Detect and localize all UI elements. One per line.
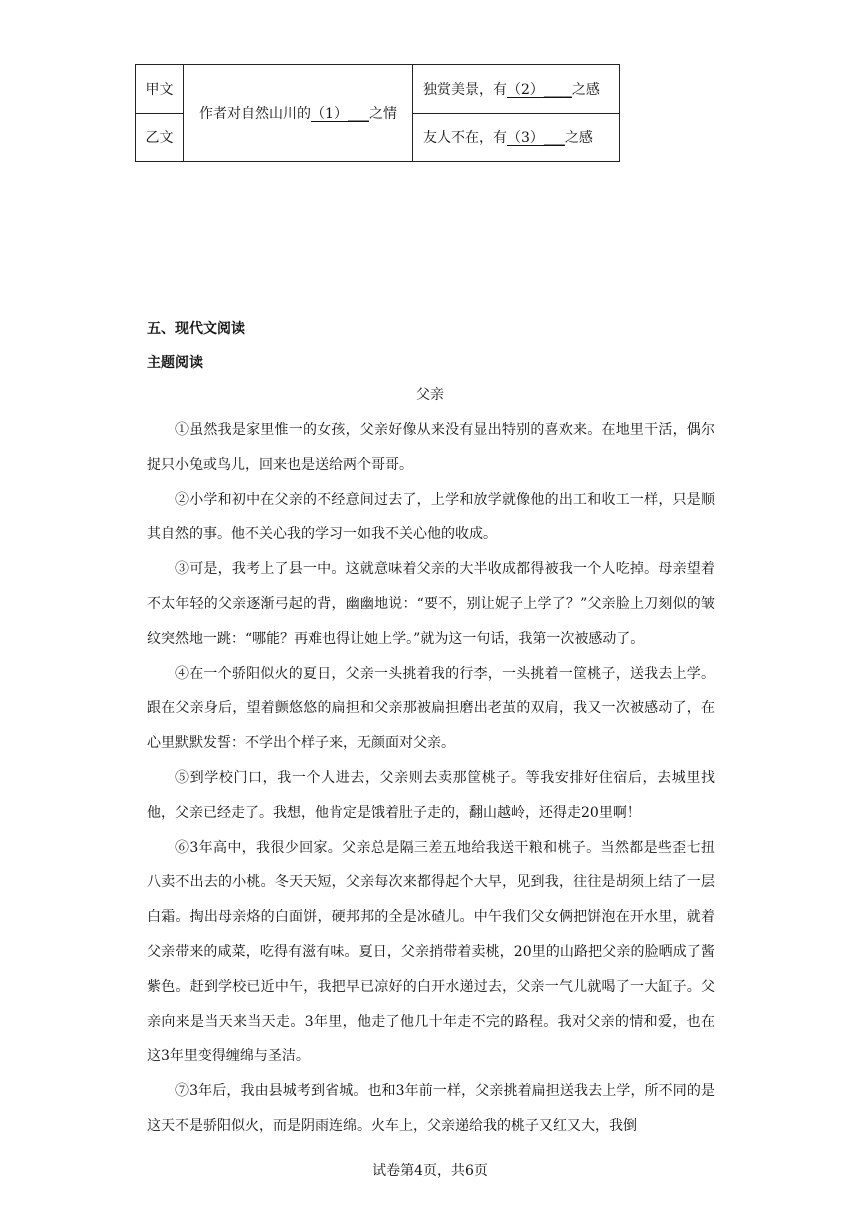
mid-suffix: 之情: [368, 106, 397, 122]
blank-2[interactable]: （2）____: [507, 81, 572, 98]
article-title: 父亲: [416, 387, 444, 403]
shared-cell: [184, 65, 413, 162]
table-row: [136, 65, 620, 114]
section-heading: 五、现代文阅读: [147, 321, 245, 337]
paragraph-4: ④在一个骄阳似火的夏日，父亲一头挑着我的行李，一头挑着一筐桃子，送我去上学。跟在父亲身后，望着颤悠悠的扁担和父亲那被扁担磨出老茧的双肩，我又一次被感动了，在心里默默发誓：不学出个样子来，无颜面对父亲。: [147, 665, 715, 752]
paragraph-2: ②小学和初中在父亲的不经意间过去了，上学和放学就像他的出工和收工一样，只是顺其自然的事。他不关心我的学习一如我不关心他的收成。: [147, 491, 715, 543]
cell-yi-feeling: [413, 113, 620, 162]
r2-suffix: 之感: [564, 130, 593, 147]
row-label-yi: 乙文: [136, 113, 184, 162]
r1-prefix: 独赏美景，有: [423, 81, 507, 98]
paragraph-3: ③可是，我考上了县一中。这就意味着父亲的大半收成都得被我一个人吃掉。母亲望着不太年轻的父亲逐渐弓起的背，幽幽地说：“要不，别让妮子上学了？”父亲脸上刀刻似的皱纹突然地一跳：“哪能？再难也得让她上学。”就为这一句话，我第一次被感动了。: [147, 561, 715, 647]
paragraph-5: ⑤到学校门口，我一个人进去，父亲则去卖那筐桃子。等我安排好住宿后，去城里找他，父亲已经走了。我想，他肯定是饿着肚子走的，翻山越岭，还得走20里啊！: [147, 769, 715, 821]
paragraph-6: ⑥3年高中，我很少回家。父亲总是隔三差五地给我送干粮和桃子。当然都是些歪七扭八卖不出去的小桃。冬天天短，父亲每次来都得起个大早，见到我，往往是胡须上结了一层白霜。掏出母亲烙的白面饼，硬邦邦的全是冰碴儿。中午我们父女俩把饼泡在开水里，就着父亲带来的咸菜，吃得有滋有味。夏日，父亲捎带着卖桃，20里的山路把父亲的脸晒成了酱紫色。赶到学校已近中午，我把早已凉好的白开水递过去，父亲一气儿就喝了一大缸子。父亲向来是当天来当天走。3年里，他走了他几十年走不完的路程。我对父亲的情和爱，也在这3年里变得缠绵与圣洁。: [147, 839, 715, 1065]
paragraph-7: ⑦3年后，我由县城考到省城。也和3年前一样，父亲挑着扁担送我去上学，所不同的是这天不是骄阳似火，而是阴雨连绵。火车上，父亲递给我的桃子又红又大，我倒: [147, 1083, 715, 1134]
blank-1[interactable]: （1）___: [311, 106, 369, 122]
r2-prefix: 友人不在，有: [423, 130, 507, 147]
cell-jia-feeling: [413, 65, 620, 114]
row-label-jia: 甲文: [136, 65, 184, 114]
blank-3[interactable]: （3）___: [507, 130, 565, 147]
paragraph-1: ①虽然我是家里惟一的女孩，父亲好像从来没有显出特别的喜欢来。在地里干活，偶尔捉只小兔或鸟儿，回来也是送给两个哥哥。: [147, 422, 715, 473]
article-body: [147, 413, 715, 1144]
mid-prefix: 作者对自然山川的: [199, 106, 312, 122]
page-footer: 试卷第4页，共6页: [372, 1163, 488, 1179]
r1-suffix: 之感: [571, 81, 600, 98]
section-subheading: 主题阅读: [147, 355, 203, 371]
comparison-table: [135, 64, 620, 162]
